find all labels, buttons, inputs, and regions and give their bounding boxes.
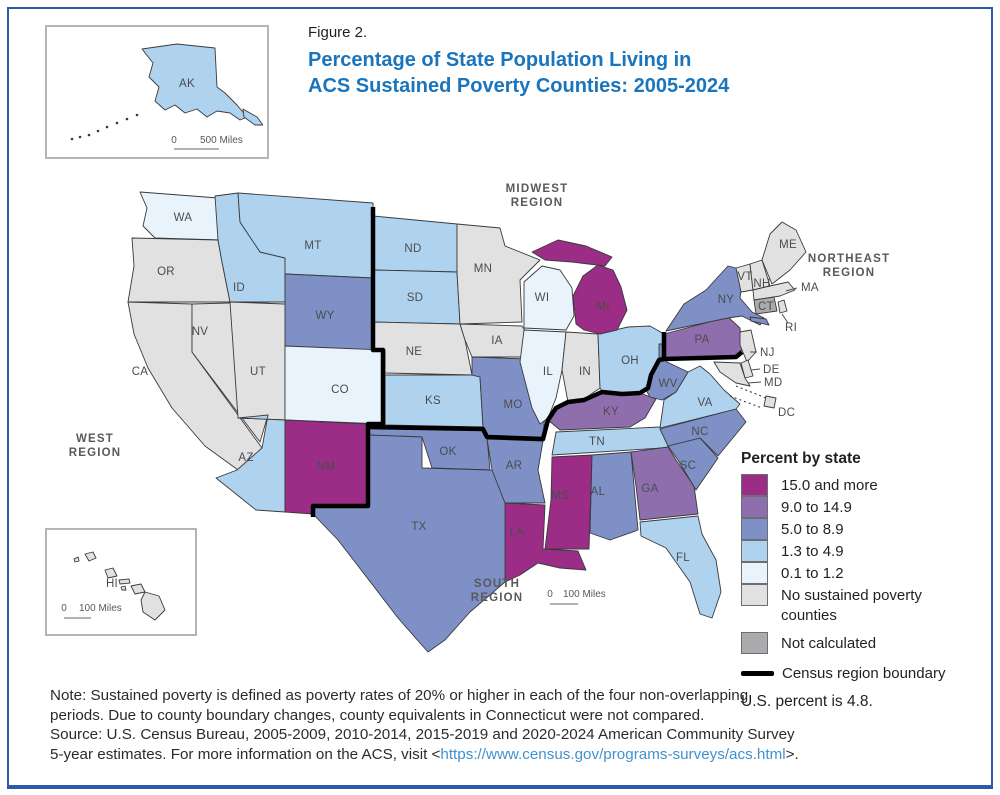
state-label-ri: RI xyxy=(785,322,798,334)
legend-swatch-not-calculated xyxy=(741,632,768,654)
state-mi-up xyxy=(532,240,612,266)
state-label-fl: FL xyxy=(675,552,691,564)
state-label-wa: WA xyxy=(173,212,193,224)
source-url[interactable]: https://www.census.gov/programs-surveys/acs.html xyxy=(440,745,786,763)
state-label-nm: NM xyxy=(316,461,336,473)
state-label-il: IL xyxy=(542,366,554,378)
state-label-or: OR xyxy=(157,266,175,278)
note-line2: periods. Due to county boundary changes, county equivalents in Connecticut were not compared. xyxy=(50,706,705,724)
state-label-mi: MI xyxy=(596,301,610,313)
state-label-in: IN xyxy=(578,366,592,378)
states-lower48 xyxy=(128,192,806,652)
state-label-wv: WV xyxy=(658,378,678,390)
main-scale-zero: 0 xyxy=(547,589,553,600)
state-label-sd: SD xyxy=(406,292,424,304)
state-nj xyxy=(740,330,756,362)
state-dc xyxy=(764,396,776,408)
state-label-ia: IA xyxy=(491,335,503,347)
state-label-ak: AK xyxy=(179,78,195,90)
note-line1: Note: Sustained poverty is defined as poverty rates of 20% or higher in each of the four non-overlapping xyxy=(50,687,749,704)
state-ms xyxy=(545,455,592,549)
state-label-wy: WY xyxy=(315,310,335,322)
us-percent-note: U.S. percent is 4.8. xyxy=(741,693,873,710)
state-label-ne: NE xyxy=(405,346,423,358)
state-label-ma: MA xyxy=(801,282,819,294)
state-label-sc: SC xyxy=(679,460,697,472)
ak-scale-label: 500 Miles xyxy=(200,135,243,146)
legend-item-15-and-more: 15.0 and more xyxy=(741,475,986,497)
legend-swatch-no-sustained xyxy=(741,584,768,606)
state-mi xyxy=(573,265,627,334)
state-label-oh: OH xyxy=(621,355,639,367)
state-label-ny: NY xyxy=(717,294,735,306)
south-region-label: SOUTH REGION xyxy=(470,578,524,604)
state-label-al: AL xyxy=(590,486,606,498)
northeast-region-label: NORTHEAST REGION xyxy=(807,253,891,279)
state-label-dc: DC xyxy=(778,407,796,419)
legend-item-5-to-8: 5.0 to 8.9 xyxy=(741,519,986,541)
state-ri xyxy=(778,300,787,313)
legend-swatch-1-to-4 xyxy=(741,540,768,562)
legend-swatch-15-and-more xyxy=(741,474,768,496)
state-label-ok: OK xyxy=(439,446,457,458)
state-label-ar: AR xyxy=(505,460,523,472)
legend-item-1-to-4: 1.3 to 4.9 xyxy=(741,541,986,563)
state-ky xyxy=(548,392,656,430)
legend-item-no-sustained: No sustained poverty counties xyxy=(741,585,986,626)
state-label-ct: CT xyxy=(758,301,774,313)
state-label-ut: UT xyxy=(250,366,266,378)
state-label-md: MD xyxy=(764,377,783,389)
figure-title-line1: Percentage of State Population Living in xyxy=(308,49,692,71)
legend-swatch-01-to-12 xyxy=(741,562,768,584)
legend-item-not-calculated: Not calculated xyxy=(741,633,986,655)
state-label-co: CO xyxy=(331,384,349,396)
state-label-mn: MN xyxy=(473,263,493,275)
state-label-ga: GA xyxy=(641,483,659,495)
state-label-mo: MO xyxy=(503,399,523,411)
hi-scale-zero: 0 xyxy=(61,603,67,614)
state-label-la: LA xyxy=(509,526,525,538)
legend-item-9-to-14: 9.0 to 14.9 xyxy=(741,497,986,519)
state-label-nv: NV xyxy=(191,326,209,338)
state-label-ms: MS xyxy=(551,490,569,502)
midwest-region-label: MIDWEST REGION xyxy=(505,183,569,209)
state-ut xyxy=(230,302,285,420)
state-label-hi: HI xyxy=(105,578,119,590)
state-label-wi: WI xyxy=(534,292,550,304)
state-label-az: AZ xyxy=(238,452,254,464)
legend-title: Percent by state xyxy=(741,450,861,467)
state-or xyxy=(128,238,230,302)
state-label-tx: TX xyxy=(411,521,427,533)
region-boundary-swatch xyxy=(741,671,774,676)
ak-scale-zero: 0 xyxy=(171,135,177,146)
hi-scale-label: 100 Miles xyxy=(79,603,122,614)
state-label-nj: NJ xyxy=(760,347,775,359)
state-fl xyxy=(640,516,721,618)
figure-title-line2: ACS Sustained Poverty Counties: 2005-2024 xyxy=(308,75,730,97)
state-label-nc: NC xyxy=(691,426,709,438)
state-label-ks: KS xyxy=(425,395,441,407)
state-label-ky: KY xyxy=(603,406,619,418)
source-line1: Source: U.S. Census Bureau, 2005-2009, 2010-2014, 2015-2019 and 2020-2024 American Community Survey xyxy=(50,726,795,744)
state-label-nh: NH xyxy=(753,278,771,290)
source-line2: 5-year estimates. For more information on the ACS, visit <https://www.census.gov/programs-surveys/acs.html>. xyxy=(50,745,799,763)
state-label-tn: TN xyxy=(589,436,605,448)
state-label-pa: PA xyxy=(694,334,710,346)
map-legend xyxy=(741,450,986,711)
state-label-vt: VT xyxy=(737,271,753,283)
state-me xyxy=(762,222,806,284)
legend-item-01-to-12: 0.1 to 1.2 xyxy=(741,563,986,585)
west-region-label: WEST REGION xyxy=(68,433,122,459)
state-label-id: ID xyxy=(232,282,246,294)
legend-item-region-boundary: Census region boundary xyxy=(741,665,986,682)
figure-number: Figure 2. xyxy=(308,24,368,41)
state-label-me: ME xyxy=(779,239,797,251)
main-scale-label: 100 Miles xyxy=(563,589,606,600)
state-ne xyxy=(373,322,472,375)
state-label-de: DE xyxy=(763,364,780,376)
state-label-va: VA xyxy=(697,397,713,409)
state-label-nd: ND xyxy=(404,243,422,255)
state-label-mt: MT xyxy=(304,240,322,252)
legend-swatch-9-to-14 xyxy=(741,496,768,518)
notes-block xyxy=(50,686,960,764)
state-label-ca: CA xyxy=(131,366,149,378)
legend-swatch-5-to-8 xyxy=(741,518,768,540)
main-scale xyxy=(547,589,606,604)
